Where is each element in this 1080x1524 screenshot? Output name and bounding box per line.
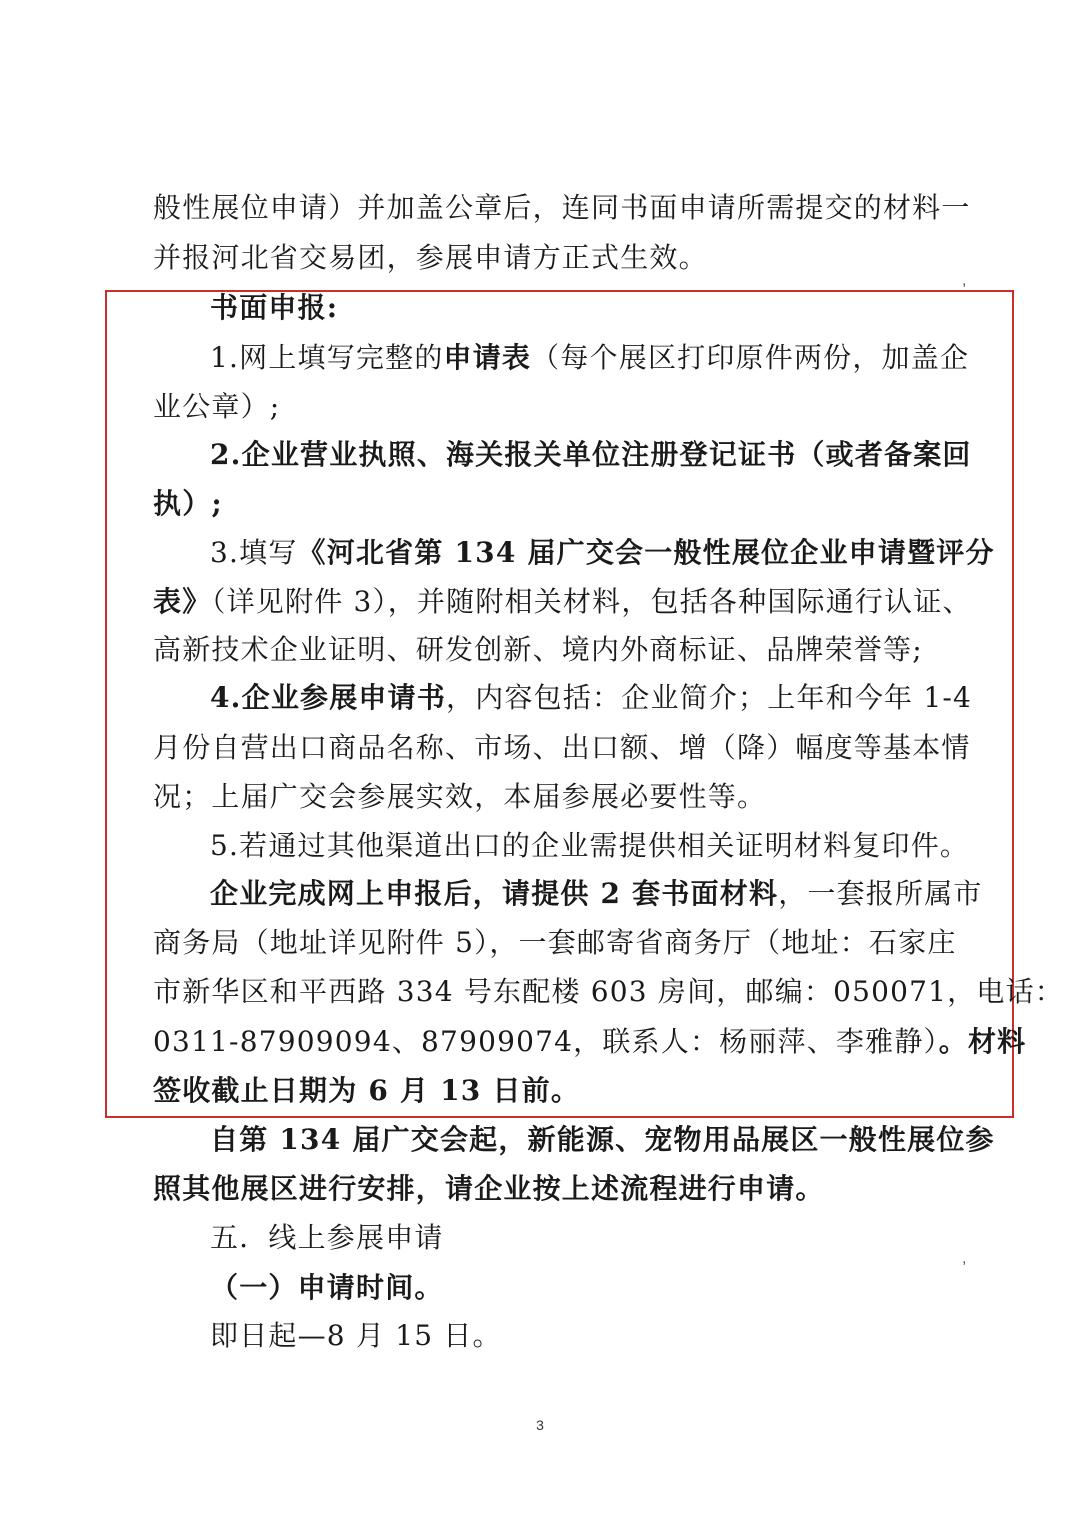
submit-rest: ，一套报所属市 <box>778 877 983 910</box>
item4-line-a <box>210 680 972 716</box>
submit-line-b: 商务局（地址详见附件 5），一套邮寄省商务厅（地址：石家庄 <box>153 926 957 959</box>
item4-rest: ，内容包括：企业简介；上年和今年 1-4 <box>446 681 973 714</box>
item1-rest: （每个展区打印原件两份，加盖企 <box>531 341 970 374</box>
submit-line-d <box>153 1024 1026 1060</box>
item4-line-c: 况；上届广交会参展实效，本届参展必要性等。 <box>153 780 767 813</box>
scan-mark: , <box>962 272 967 289</box>
item5-line: 5.若通过其他渠道出口的企业需提供相关证明材料复印件。 <box>210 829 970 862</box>
intro-line-1: 般性展位申请）并加盖公章后，连同书面申请所需提交的材料一 <box>153 191 971 224</box>
submit-line-e: 签收截止日期为 6 月 13 日前。 <box>153 1074 581 1107</box>
item3-line-a <box>210 535 995 571</box>
submit-bold: 企业完成网上申报后，请提供 2 套书面材料 <box>210 877 779 910</box>
item3-rest: （详见附件 3），并随附相关材料，包括各种国际通行认证、 <box>211 585 972 618</box>
item3-prefix: 3.填写 <box>210 536 298 569</box>
intro-line-2: 并报河北省交易团，参展申请方正式生效。 <box>153 241 708 274</box>
item3-bold-end: 表》 <box>153 585 212 618</box>
written-heading: 书面申报: <box>210 291 339 324</box>
item1-line-b: 业公章）; <box>153 390 281 423</box>
item1-bold: 申请表 <box>443 341 532 374</box>
after-line-1: 自第 134 届广交会起，新能源、宠物用品展区一般性展位参 <box>210 1123 995 1156</box>
after-line-2: 照其他展区进行安排，请企业按上述流程进行申请。 <box>153 1172 825 1205</box>
submit-bold-2: 。材料 <box>938 1025 1027 1058</box>
submit-contacts: 0311-87909094、87909074，联系人：杨丽萍、李雅静） <box>153 1025 939 1058</box>
item3-line-c: 高新技术企业证明、研发创新、境内外商标证、品牌荣誉等; <box>153 633 923 666</box>
item4-bold: 4.企业参展申请书 <box>210 681 447 714</box>
item3-bold-title: 《河北省第 134 届广交会一般性展位企业申请暨评分 <box>297 536 995 569</box>
item2-line-b: 执）; <box>153 487 223 520</box>
item4-line-b: 月份自营出口商品名称、市场、出口额、增（降）幅度等基本情 <box>153 731 971 764</box>
item3-line-b <box>153 584 972 620</box>
submit-line-c: 市新华区和平西路 334 号东配楼 603 房间，邮编：050071，电话： <box>153 975 1064 1008</box>
section5-time: 即日起—8 月 15 日。 <box>210 1319 502 1352</box>
section5-sub-heading: （一）申请时间。 <box>210 1271 444 1304</box>
submit-line-a <box>210 876 983 912</box>
section5-heading: 五．线上参展申请 <box>210 1221 444 1254</box>
page-number: 3 <box>536 1417 544 1433</box>
scan-mark: , <box>962 1250 967 1267</box>
item2-line-a: 2.企业营业执照、海关报关单位注册登记证书（或者备案回 <box>210 438 972 471</box>
item1-prefix: 1.网上填写完整的 <box>210 341 444 374</box>
item1-line-a <box>210 340 969 376</box>
